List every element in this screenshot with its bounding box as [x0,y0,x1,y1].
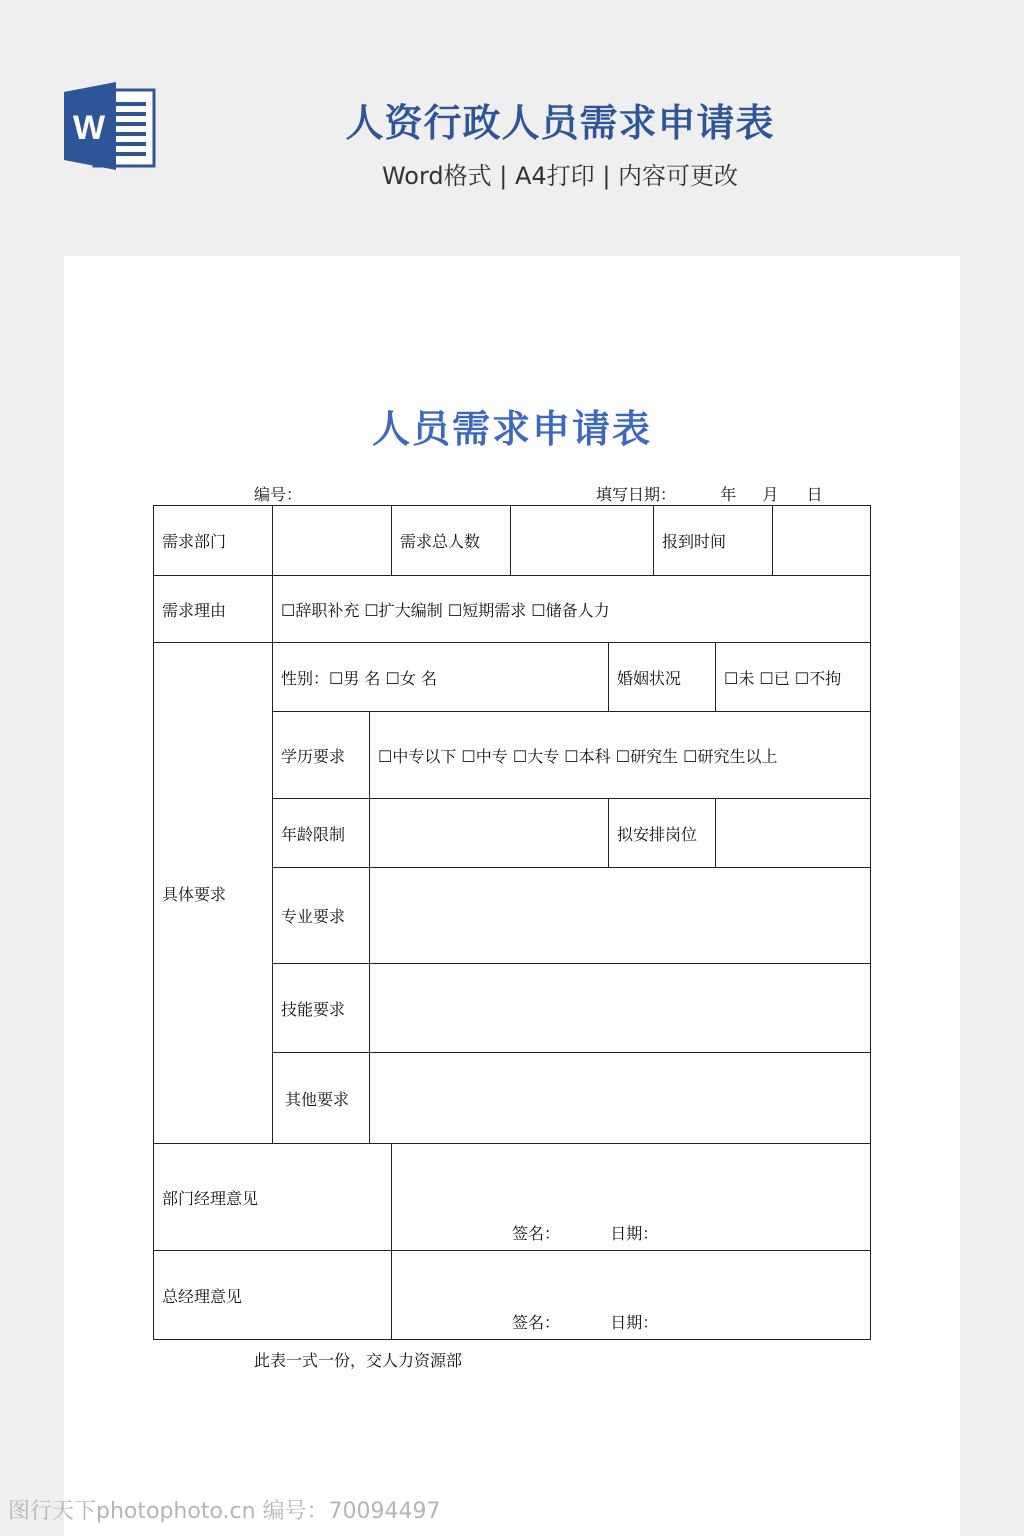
major-field[interactable] [370,868,871,964]
reason-options[interactable]: ☐辞职补充 ☐扩大编制 ☐短期需求 ☐储备人力 [273,576,871,643]
marriage-options[interactable]: ☐未 ☐已 ☐不拘 [716,643,871,712]
age-field[interactable] [370,799,609,868]
dept-manager-date-label: 日期： [610,1224,659,1243]
word-logo-letter: W [72,109,106,147]
report-time-label: 报到时间 [654,506,773,576]
dept-manager-opinion-field[interactable] [392,1144,871,1251]
page-subtitle: Word格式 | A4打印 | 内容可更改 [381,162,739,190]
gender-field[interactable]: 性别：☐男 名 ☐女 名 [273,643,609,712]
total-count-label: 需求总人数 [392,506,511,576]
gm-sign-label: 签名： [512,1313,561,1332]
skill-field[interactable] [370,964,871,1053]
gm-opinion-label: 总经理意见 [154,1251,392,1340]
gm-date-label: 日期： [610,1313,659,1332]
marriage-label: 婚姻状况 [609,643,716,712]
skill-label: 技能要求 [273,964,370,1053]
total-count-field[interactable] [511,506,654,576]
document-page [64,256,960,1536]
major-label: 专业要求 [273,868,370,964]
fill-date-day: 日 [806,485,823,504]
request-form-table [153,505,871,1340]
word-logo-icon [64,82,156,170]
other-field[interactable] [370,1053,871,1144]
dept-field[interactable] [273,506,392,576]
gm-opinion-field[interactable] [392,1251,871,1340]
dept-label: 需求部门 [154,506,273,576]
education-label: 学历要求 [273,712,370,799]
education-options[interactable]: ☐中专以下 ☐中专 ☐大专 ☐本科 ☐研究生 ☐研究生以上 [370,712,871,799]
other-label: 其他要求 [273,1053,370,1144]
fill-date-label: 填写日期： [596,485,677,504]
reason-label: 需求理由 [154,576,273,643]
fill-date-year: 年 [720,485,737,504]
fill-date-month: 月 [762,485,779,504]
form-number-label: 编号： [254,485,303,504]
dept-manager-sign-label: 签名： [512,1224,561,1243]
fill-date [596,482,823,505]
document-title: 人员需求申请表 [371,407,652,451]
footer-note: 此表一式一份，交人力资源部 [254,1351,463,1370]
age-label: 年龄限制 [273,799,370,868]
position-field[interactable] [716,799,871,868]
dept-manager-opinion-label: 部门经理意见 [154,1144,392,1251]
report-time-field[interactable] [773,506,871,576]
page-title: 人资行政人员需求申请表 [345,101,775,145]
watermark: 图行天下photophoto.cn 编号：70094497 [8,1499,441,1524]
position-label: 拟安排岗位 [609,799,716,868]
specific-requirements-label: 具体要求 [154,643,273,1144]
